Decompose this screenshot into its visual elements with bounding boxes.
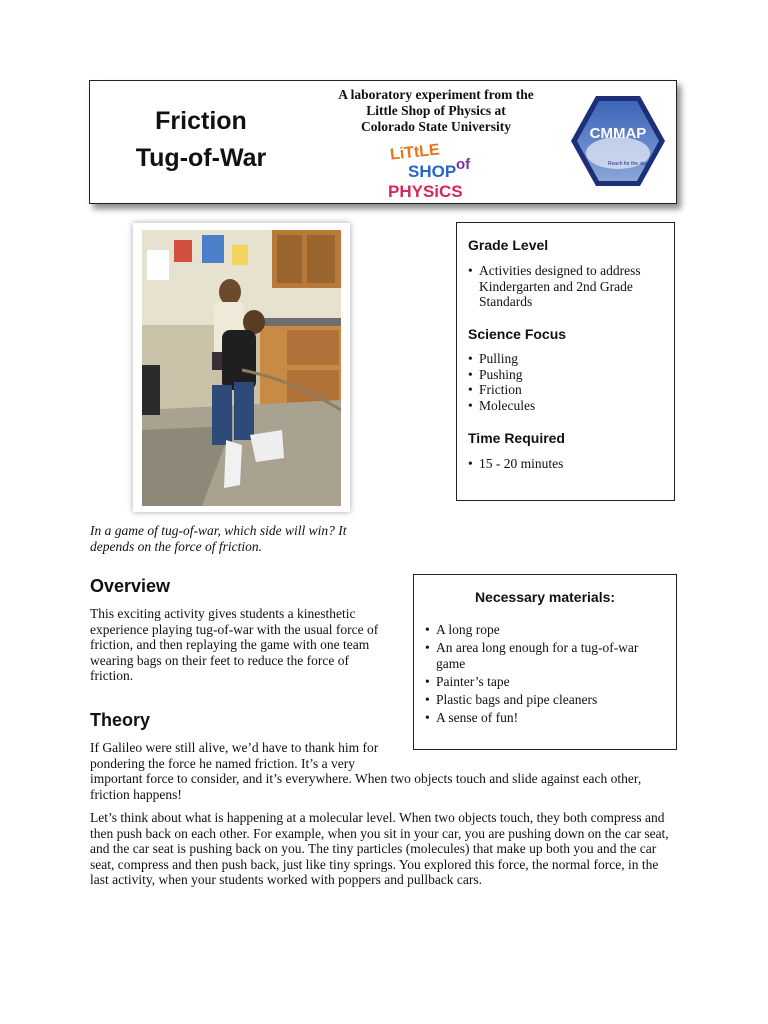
- theory-paragraph-1-part-2: important force to consider, and it’s everywhere. When two objects touch and slide against each other, friction happens!: [90, 771, 642, 802]
- time-required-list: [468, 456, 658, 472]
- svg-text:SHOP: SHOP: [408, 162, 457, 181]
- materials-heading: Necessary materials:: [474, 589, 616, 605]
- svg-text:PHYSiCS: PHYSiCS: [388, 182, 463, 201]
- materials-list: [425, 622, 665, 728]
- page-title: [110, 103, 292, 177]
- cmmap-logo: [568, 93, 668, 189]
- photo-frame: [133, 223, 350, 512]
- theory-paragraph-2: Let’s think about what is happening at a molecular level. When two objects touch, they both compress and then push back on each other. For example, when you sit in your car, you are pushing down on the car seat, and the car seat is pushing back on you. The tiny particles (molecules) that make up both you and the car seat, compress and then push back, just like tiny springs. You explored this force, the normal force, in the last activity, when your students worked with poppers and pullback cars.: [90, 810, 669, 887]
- intro-line-3: Colorado State University: [361, 119, 511, 134]
- header-box: [89, 80, 677, 204]
- overview-text: This exciting activity gives students a kinesthetic experience playing tug-of-war with the usual force of friction, and then replaying the game with one team wearing bags on their feet to reduce the force of friction.: [90, 606, 379, 683]
- info-box: [456, 222, 675, 501]
- svg-text:of: of: [456, 156, 471, 173]
- intro-line-2: Little Shop of Physics at: [366, 103, 506, 118]
- photo-caption: In a game of tug-of-war, which side will win? It depends on the force of friction.: [90, 523, 347, 554]
- science-focus-item: • Molecules: [468, 398, 658, 414]
- lab-intro: [318, 87, 554, 135]
- science-focus-heading: Science Focus: [468, 326, 567, 342]
- theory-paragraph-1-part-1: If Galileo were still alive, we’d have to thank him for pondering the force he named friction. It’s a very: [90, 740, 379, 771]
- materials-box: [413, 574, 677, 750]
- grade-level-list: [468, 263, 658, 310]
- little-shop-of-physics-logo: [386, 141, 486, 201]
- science-focus-item: • Pulling: [468, 351, 658, 367]
- svg-text:LiTtLE: LiTtLE: [389, 141, 441, 164]
- science-focus-item: • Pushing: [468, 367, 658, 383]
- overview-heading: Overview: [90, 576, 171, 596]
- materials-item: • Painter’s tape: [425, 674, 665, 690]
- title-line-1: Friction: [155, 107, 247, 135]
- materials-item: • A long rope: [425, 622, 665, 638]
- grade-level-heading: Grade Level: [468, 237, 549, 253]
- intro-line-1: A laboratory experiment from the: [338, 87, 534, 102]
- svg-text:Reach for the sky.: Reach for the sky.: [608, 161, 648, 167]
- theory-heading: Theory: [90, 710, 151, 730]
- science-focus-list: [468, 351, 658, 413]
- time-required-item: • 15 - 20 minutes: [468, 456, 658, 472]
- grade-level-item: • Activities designed to address Kindergarten and 2nd Grade Standards: [468, 263, 658, 310]
- materials-item: • A sense of fun!: [425, 710, 665, 726]
- materials-item: • Plastic bags and pipe cleaners: [425, 692, 665, 708]
- title-line-2: Tug-of-War: [135, 144, 267, 172]
- tug-of-war-photo: [142, 230, 341, 506]
- materials-item: • An area long enough for a tug-of-war game: [425, 640, 665, 672]
- svg-text:CMMAP: CMMAP: [589, 125, 647, 142]
- science-focus-item: • Friction: [468, 382, 658, 398]
- time-required-heading: Time Required: [468, 430, 565, 446]
